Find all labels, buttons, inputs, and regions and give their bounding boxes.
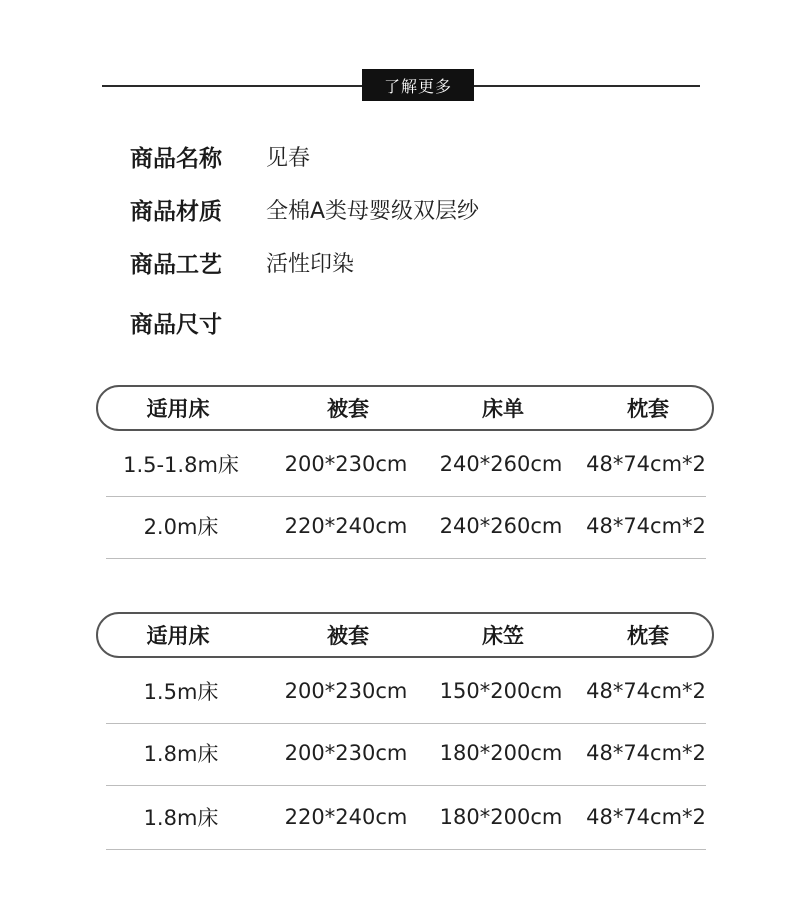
header-cell: 枕套 xyxy=(627,624,669,648)
header-cell: 床单 xyxy=(482,397,524,421)
info-label: 商品工艺 xyxy=(130,252,222,278)
table-cell: 200*230cm xyxy=(284,741,408,765)
table-cell: 1.8m床 xyxy=(143,742,219,766)
table-cell: 1.8m床 xyxy=(143,806,219,830)
table-cell: 220*240cm xyxy=(284,805,408,829)
info-row-craft xyxy=(130,246,354,279)
row-divider xyxy=(106,558,706,559)
table-cell: 48*74cm*2 xyxy=(586,452,706,476)
learn-more-badge: 了解更多 xyxy=(362,69,474,101)
table-cell: 200*230cm xyxy=(284,452,408,476)
table-header xyxy=(96,385,714,431)
table-row xyxy=(106,724,706,786)
table-row xyxy=(106,662,706,724)
table-row xyxy=(106,788,706,850)
header-cell: 适用床 xyxy=(146,624,210,648)
table-cell: 200*230cm xyxy=(284,679,408,703)
header-cell: 床笠 xyxy=(482,624,524,648)
table-cell: 2.0m床 xyxy=(143,515,219,539)
table-row xyxy=(106,435,706,497)
table-cell: 220*240cm xyxy=(284,514,408,538)
info-label: 商品尺寸 xyxy=(130,312,222,338)
table-cell: 48*74cm*2 xyxy=(586,741,706,765)
table-cell: 1.5-1.8m床 xyxy=(123,453,239,477)
table-cell: 240*260cm xyxy=(439,452,563,476)
table-cell: 48*74cm*2 xyxy=(586,514,706,538)
info-label: 商品名称 xyxy=(130,146,222,172)
header-cell: 枕套 xyxy=(627,397,669,421)
table-cell: 150*200cm xyxy=(439,679,563,703)
info-row-name xyxy=(130,140,310,173)
info-value: 全棉A类母婴级双层纱 xyxy=(266,199,480,224)
table-header xyxy=(96,612,714,658)
header-cell: 被套 xyxy=(327,624,369,648)
table-cell: 240*260cm xyxy=(439,514,563,538)
info-row-size xyxy=(130,306,266,339)
info-value: 活性印染 xyxy=(266,252,355,277)
header-cell: 适用床 xyxy=(146,397,210,421)
table-cell: 1.5m床 xyxy=(143,680,219,704)
table-cell: 48*74cm*2 xyxy=(586,679,706,703)
table-cell: 180*200cm xyxy=(439,741,563,765)
info-value: 见春 xyxy=(266,146,311,171)
header-cell: 被套 xyxy=(327,397,369,421)
row-divider xyxy=(106,785,706,786)
table-cell: 48*74cm*2 xyxy=(586,805,706,829)
table-cell: 180*200cm xyxy=(439,805,563,829)
row-divider xyxy=(106,849,706,850)
info-row-material xyxy=(130,193,479,226)
table-row xyxy=(106,497,706,559)
info-label: 商品材质 xyxy=(130,199,222,225)
